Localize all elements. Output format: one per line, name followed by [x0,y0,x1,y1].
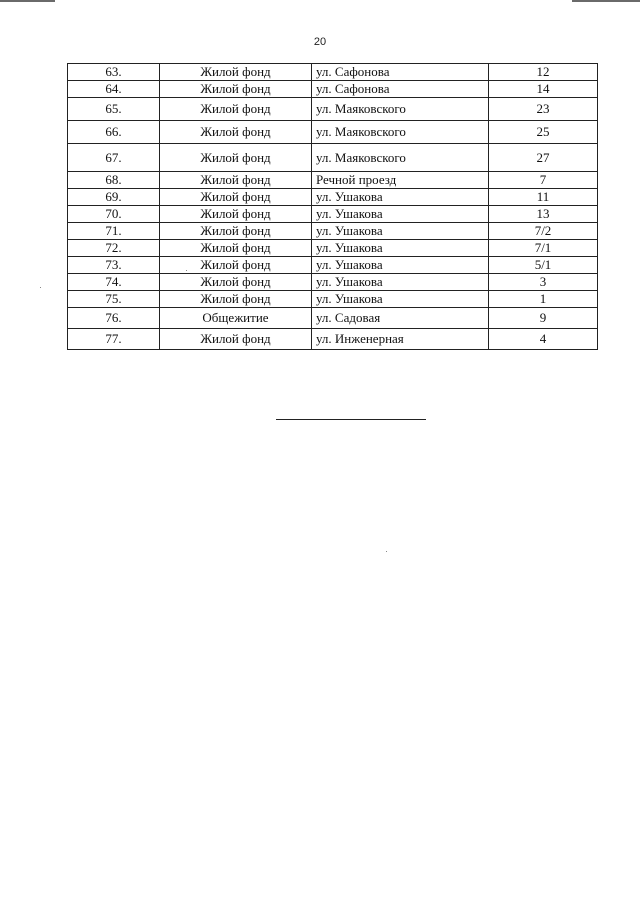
table-row [68,172,598,189]
street-name: ул. Садовая [312,308,489,329]
street-name: ул. Инженерная [312,329,489,350]
object-type: Жилой фонд [160,240,312,257]
street-name: ул. Ушакова [312,240,489,257]
street-name: ул. Сафонова [312,64,489,81]
table-row [68,121,598,144]
scan-speck [186,270,187,271]
row-number: 66. [68,121,160,144]
row-number: 67. [68,144,160,172]
scan-edge-mark-left [0,0,55,2]
signature-line [276,419,426,420]
table-row [68,98,598,121]
house-number: 25 [489,121,598,144]
house-number: 13 [489,206,598,223]
object-type: Жилой фонд [160,144,312,172]
address-table [67,63,598,350]
object-type: Жилой фонд [160,291,312,308]
object-type: Жилой фонд [160,206,312,223]
house-number: 23 [489,98,598,121]
house-number: 4 [489,329,598,350]
table-row [68,206,598,223]
row-number: 63. [68,64,160,81]
street-name: ул. Ушакова [312,223,489,240]
row-number: 75. [68,291,160,308]
object-type: Жилой фонд [160,329,312,350]
street-name: ул. Ушакова [312,189,489,206]
table-row [68,144,598,172]
street-name: ул. Ушакова [312,291,489,308]
table-row [68,329,598,350]
row-number: 71. [68,223,160,240]
house-number: 27 [489,144,598,172]
table-row [68,81,598,98]
row-number: 69. [68,189,160,206]
street-name: ул. Маяковского [312,121,489,144]
row-number: 73. [68,257,160,274]
row-number: 65. [68,98,160,121]
row-number: 74. [68,274,160,291]
scan-edge-mark-right [572,0,640,2]
street-name: ул. Маяковского [312,98,489,121]
object-type: Жилой фонд [160,223,312,240]
object-type: Жилой фонд [160,172,312,189]
house-number: 11 [489,189,598,206]
table-row [68,189,598,206]
house-number: 7/1 [489,240,598,257]
house-number: 14 [489,81,598,98]
street-name: ул. Маяковского [312,144,489,172]
row-number: 64. [68,81,160,98]
house-number: 1 [489,291,598,308]
house-number: 12 [489,64,598,81]
table-row [68,240,598,257]
table-row [68,291,598,308]
table-row [68,64,598,81]
row-number: 77. [68,329,160,350]
object-type: Жилой фонд [160,81,312,98]
street-name: ул. Ушакова [312,274,489,291]
object-type: Жилой фонд [160,64,312,81]
house-number: 9 [489,308,598,329]
table-row [68,223,598,240]
object-type: Общежитие [160,308,312,329]
object-type: Жилой фонд [160,257,312,274]
street-name: ул. Сафонова [312,81,489,98]
house-number: 5/1 [489,257,598,274]
table-row [68,274,598,291]
object-type: Жилой фонд [160,189,312,206]
table-row [68,257,598,274]
object-type: Жилой фонд [160,121,312,144]
house-number: 7/2 [489,223,598,240]
scan-speck [40,287,41,288]
street-name: Речной проезд [312,172,489,189]
table-row [68,308,598,329]
street-name: ул. Ушакова [312,257,489,274]
object-type: Жилой фонд [160,98,312,121]
street-name: ул. Ушакова [312,206,489,223]
row-number: 76. [68,308,160,329]
page-number: 20 [313,36,327,48]
house-number: 3 [489,274,598,291]
row-number: 72. [68,240,160,257]
object-type: Жилой фонд [160,274,312,291]
row-number: 68. [68,172,160,189]
row-number: 70. [68,206,160,223]
scan-speck [386,551,387,552]
house-number: 7 [489,172,598,189]
